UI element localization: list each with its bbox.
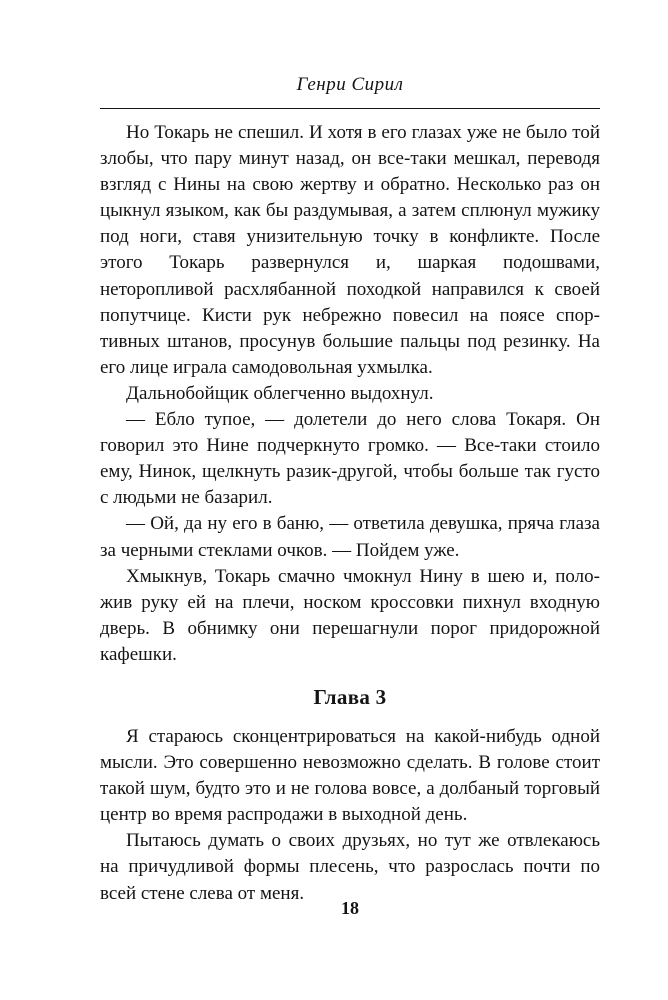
text-body <box>100 120 600 907</box>
paragraph: Дальнобойщик облегченно выдохнул. <box>126 382 434 404</box>
paragraph: Пытаюсь думать о своих друзьях, но тут же отвлекаюсь на причудливой формы плесень, что разрослась почти по всей стене слева от меня. <box>100 830 600 904</box>
paragraph: Я стараюсь сконцентрироваться на какой-нибудь одной мысли. Это совершенно невозможно сделать. В голове стоит такой шум, будто это и не голова вовсе, а долбаный торговый центр во время распродажи в выходной день. <box>100 725 600 826</box>
paragraph: — Ебло тупое, — долетели до него слова Токаря. Он говорил это Нине подчеркнуто громко. — Все-таки стоило ему, Нинок, щелкнуть разик-другой, чтобы больше так густо с людьми не базарил. <box>100 409 600 509</box>
page-number: 18 <box>341 898 359 918</box>
running-header: Генри Сирил <box>296 74 404 95</box>
paragraph: Но Токарь не спешил. И хотя в его глазах уже не было той злобы, что пару минут назад, он все-таки мешкал, переводя взгляд с Нины на свою жертву и обратно. Несколько раз он цыкнул языком, как бы раздумывая, а затем сплюнул мужику под ноги, ставя унизительную точку в конфликте. После этого Токарь развернулся и, шаркая подошвами, неторопливой расхлябанной походкой направился к своей попутчице. Кисти рук небрежно повесил на поясе спортивных штанов, просунув большие пальцы под резинку. На его лице играла самодовольная ухмылка. <box>100 122 600 378</box>
paragraph: — Ой, да ну его в баню, — ответила девушка, пряча глаза за черными стеклами очков. — Пойдем уже. <box>100 513 600 561</box>
header-rule <box>100 108 600 109</box>
paragraph: Хмыкнув, Токарь смачно чмокнул Нину в шею и, положив руку ей на плечи, носком кроссовки пихнул входную дверь. В обнимку они перешагнули порог придорожной кафешки. <box>100 565 600 665</box>
chapter-heading: Глава 3 <box>313 684 387 709</box>
